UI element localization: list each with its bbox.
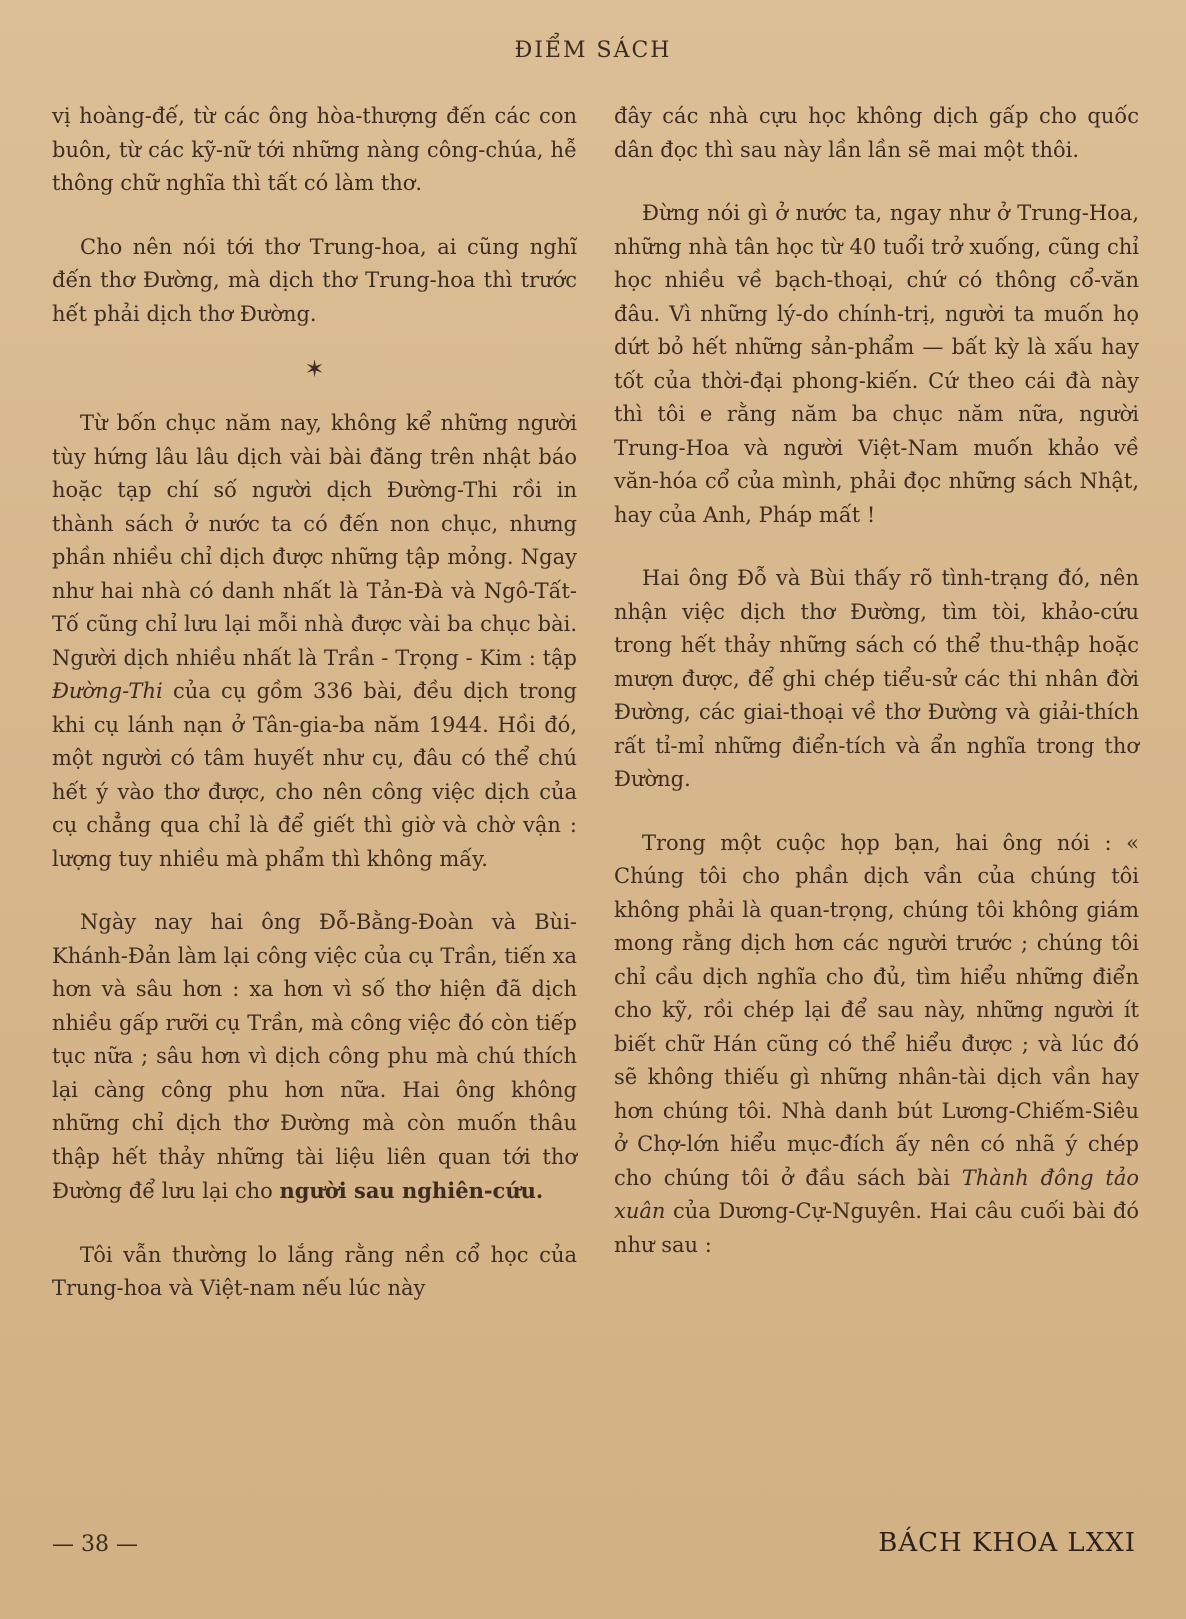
paragraph — [52, 407, 584, 876]
paragraph: Cho nên nói tới thơ Trung-hoa, ai cũng nghĩ đến thơ Đường, mà dịch thơ Trung-hoa thì trước hết phải dịch thơ Đường. — [52, 234, 577, 326]
paragraph: Đừng nói gì ở nước ta, ngay như ở Trung-Hoa, những nhà tân học từ 40 tuổi trở xuống, cũng chỉ học nhiều về bạch-thoại, chứ có thông cổ-văn đâu. Vì những lý-do chính-trị, người ta muốn họ dứt bỏ hết những sản-phẩm — bất kỳ là xấu hay tốt của thời-đại phong-kiến. Cứ theo cái đà này thì tôi e rằng năm ba chục năm nữa, người Trung-Hoa và người Việt-Nam muốn khảo về văn-hóa cổ của mình, phải đọc những sách Nhật, hay của Anh, Pháp mất ! — [614, 201, 1139, 527]
paragraph: vị hoàng-đế, từ các ông hòa-thượng đến các con buôn, từ các kỹ-nữ tới những nàng công-chúa, hễ thông chữ nghĩa thì tất có làm thơ. — [52, 104, 577, 195]
page-number: — 38 — — [52, 1532, 138, 1557]
paragraph-text: của cụ gồm 336 bài, đều dịch trong khi cụ lánh nạn ở Tân-gia-ba năm 1944. Hồi đó, một người có tâm huyết như cụ, đâu có thể chú hết ý vào thơ được, cho nên công việc dịch của cụ chẳng qua chỉ là để giết thì giờ và chờ vận : lượng tuy nhiều mà phẩm thì không mấy. — [52, 679, 584, 871]
paragraph: đây các nhà cựu học không dịch gấp cho quốc dân đọc thì sau này lần lần sẽ mai một thôi. — [614, 104, 1139, 162]
book-title: Đường-Thi — [52, 679, 163, 703]
section-header: ĐIỂM SÁCH — [514, 38, 672, 63]
paragraph-text: của Dương-Cự-Nguyên. Hai câu cuối bài đó như sau : — [614, 1199, 1146, 1257]
magazine-issue: BÁCH KHOA LXXI — [878, 1528, 1136, 1558]
right-column — [614, 100, 1146, 1292]
poem-title: Thành đông tảo xuân — [614, 1165, 1139, 1223]
paragraph-text: Ngày nay hai ông Đỗ-Bằng-Đoàn và Bùi-Khánh-Đản làm lại công việc của cụ Trần, tiến xa hơn và sâu hơn : xa hơn vì số thơ hiện đã dịch nhiều gấp rưỡi cụ Trần, mà công việc đó còn tiếp tục nữa ; sâu hơn vì dịch công phu mà chú thích lại càng công phu hơn nữa. Hai ông không những chỉ dịch thơ Đường mà còn muốn thâu thập hết thảy những tài liệu liên quan tới thơ Đường để lưu lại cho — [52, 910, 584, 1203]
paragraph-text: Trong một cuộc họp bạn, hai ông nói : « Chúng tôi cho phần dịch vần của chúng tôi không phải là quan-trọng, chúng tôi không giám mong rằng dịch hơn các người trước ; chúng tôi chỉ cầu dịch nghĩa cho đủ, tìm hiểu những điển cho kỹ, rồi chép lại để sau này, những người ít biết chữ Hán cũng có thể hiểu được ; và lúc đó sẽ không thiếu gì những nhân-tài dịch vần hay hơn chúng tôi. Nhà danh bút Lương-Chiếm-Siêu ở Chợ-lớn hiểu mục-đích ấy nên có nhã ý chép cho chúng tôi ở đầu sách bài — [614, 830, 1146, 1190]
left-column — [52, 100, 584, 1336]
paragraph — [614, 827, 1146, 1263]
paragraph-text: Từ bốn chục năm nay, không kể những người tùy hứng lâu lâu dịch vài bài đăng trên nhật báo hoặc tạp chí số người dịch Đường-Thi rồi in thành sách ở nước ta có đến non chục, nhưng phần nhiều chỉ dịch được những tập mỏng. Ngay như hai nhà có danh nhất là Tản-Đà và Ngô-Tất-Tố cũng chỉ lưu lại mỗi nhà được vài ba chục bài. Người dịch nhiều nhất là Trần - Trọng - Kim : tập — [52, 411, 584, 670]
paragraph: Hai ông Đỗ và Bùi thấy rõ tình-trạng đó, nên nhận việc dịch thơ Đường, tìm tòi, khảo-cứu trong hết thảy những sách có thể thu-thập hoặc mượn được, để ghi chép tiểu-sử các thi nhân đời Đường, các giai-thoại về thơ Đường và giải-thích rất tỉ-mỉ những điển-tích và ẩn nghĩa trong thơ Đường. — [614, 566, 1139, 791]
paragraph: Tôi vẫn thường lo lắng rằng nền cổ học của Trung-hoa và Việt-nam nếu lúc này — [52, 1242, 577, 1300]
emphasis-text: người sau nghiên-cứu. — [279, 1178, 544, 1203]
section-separator-icon: ✶ — [304, 355, 325, 383]
paragraph — [52, 906, 584, 1209]
